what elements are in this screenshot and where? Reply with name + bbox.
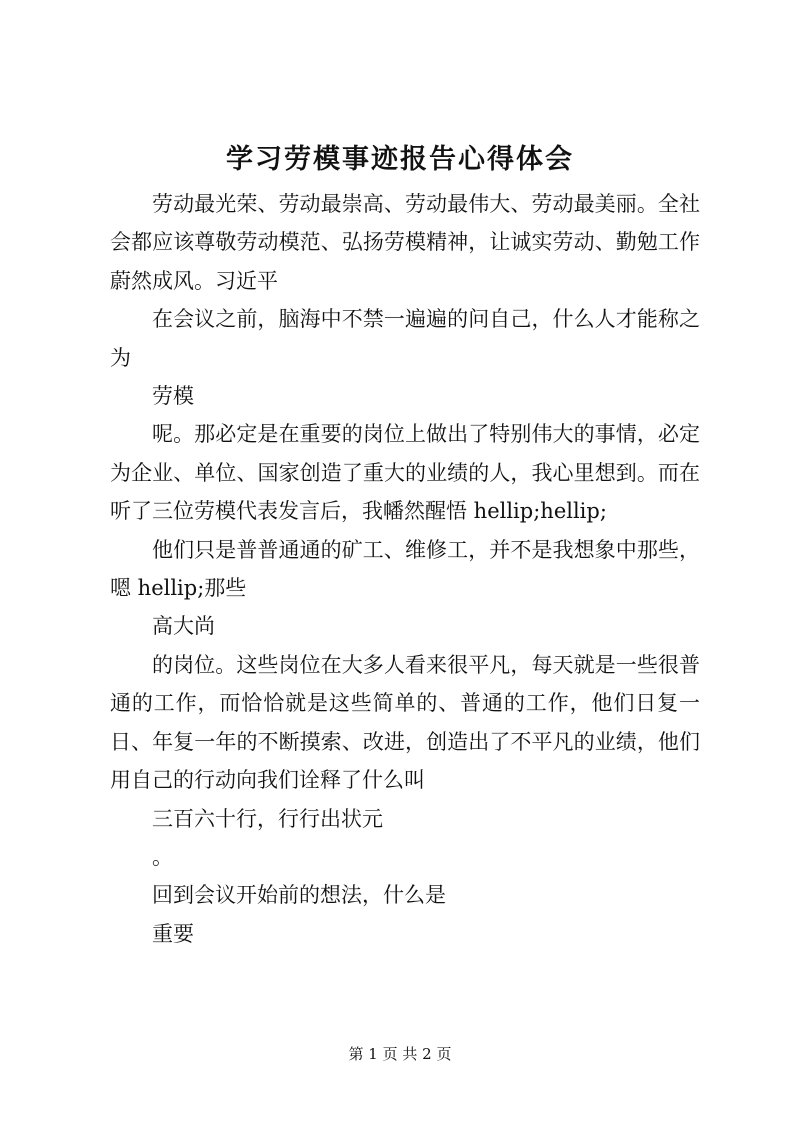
document-body	[110, 185, 700, 953]
page-footer: 第 1 页 共 2 页	[348, 1045, 452, 1063]
paragraph: 的岗位。这些岗位在大多人看来很平凡，每天就是一些很普通的工作，而恰恰就是这些简单的、普通的工作，他们日复一日、年复一年的不断摸索、改进，创造出了不平凡的业绩，他们用自己的行动向我们诠释了什么叫	[110, 652, 700, 793]
paragraph: 呢。那必定是在重要的岗位上做出了特别伟大的事情，必定为企业、单位、国家创造了重大的业绩的人，我心里想到。而在听了三位劳模代表发言后，我幡然醒悟 hellip;hellip;	[110, 422, 700, 524]
paragraph: 在会议之前，脑海中不禁一遍遍的问自己，什么人才能称之为	[110, 307, 700, 370]
paragraph: 回到会议开始前的想法，什么是	[152, 883, 446, 908]
paragraph: 高大尚	[152, 614, 215, 639]
paragraph: 。	[152, 844, 173, 869]
paragraph: 劳模	[152, 384, 194, 409]
paragraph: 他们只是普普通通的矿工、维修工，并不是我想象中那些，嗯 hellip;那些	[110, 537, 700, 601]
paragraph: 重要	[152, 921, 194, 946]
paragraph: 三百六十行，行行出状元	[152, 806, 383, 831]
paragraph: 劳动最光荣、劳动最崇高、劳动最伟大、劳动最美丽。全社会都应该尊敬劳动模范、弘扬劳模精神，让诚实劳动、勤勉工作蔚然成风。习近平	[110, 192, 700, 293]
document-title: 学习劳模事迹报告心得体会	[226, 144, 574, 175]
